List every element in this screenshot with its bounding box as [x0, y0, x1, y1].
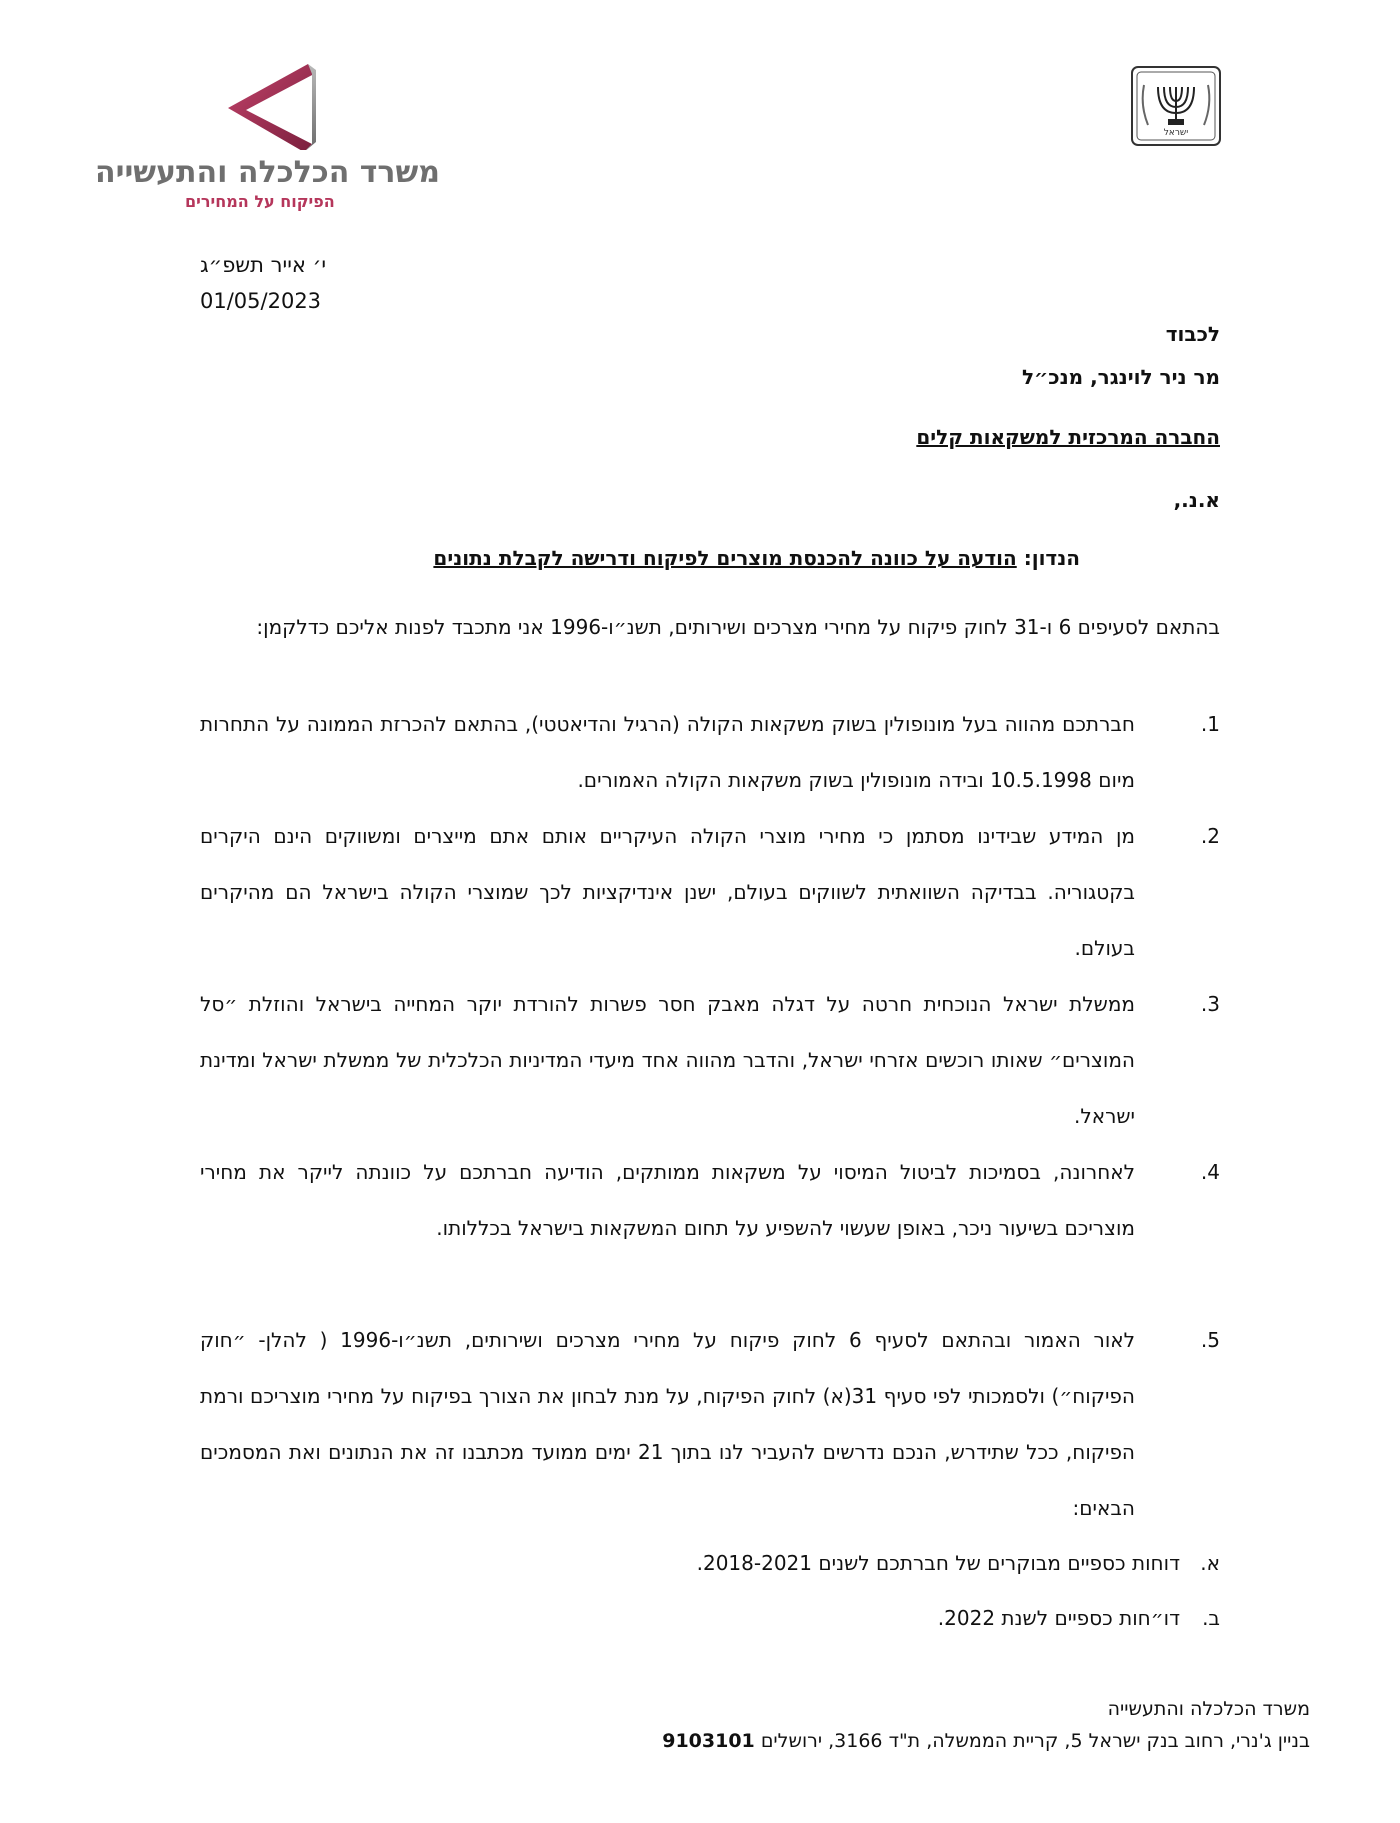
item-text: מן המידע שבידינו מסתמן כי מחירי מוצרי הקולה העיקריים אותם אתם מייצרים ומשווקים הינם היקרים בקטגוריה. בבדיקה השוואתית לשווקים בעולם, ישנן אינדיקציות לכך שמוצרי הקולה בישראל הם מהיקרים בעולם. [200, 824, 1135, 960]
intro-paragraph: בהתאם לסעיפים 6 ו-31 לחוק פיקוח על מחירי מצרכים ושירותים, תשנ״ו-1996 אני מתכבד לפנות אליכם כדלקמן: [256, 615, 1220, 639]
list-item [200, 1312, 1220, 1536]
ministry-name: משרד הכלכלה והתעשייה [95, 155, 440, 190]
item-number: 1. [1200, 712, 1220, 736]
item-number: 3. [1200, 992, 1220, 1016]
ministry-logo [95, 60, 455, 211]
footer-zip: 9103101 [662, 1730, 755, 1752]
sub-item-text: דו״חות כספיים לשנת 2022. [937, 1606, 1180, 1630]
emblem-label: ישראל [1163, 128, 1189, 138]
item-text: לאור האמור ובהתאם לסעיף 6 לחוק פיקוח על מחירי מצרכים ושירותים, תשנ״ו-1996 ( להלן- ״חוק הפיקוח״) ולסמכותי לפי סעיף 31(א) לחוק הפיקוח, על מנת לבחון את הצורך בפיקוח על מחירי מוצריכם ורמת הפיקוח, ככל שתידרש, הנכם נדרשים להעביר לנו בתוך 21 ימים ממועד מכתבנו זה את הנתונים ואת המסמכים הבאים: [200, 1328, 1136, 1520]
date-hebrew: י׳ אייר תשפ״ג [200, 253, 327, 277]
list-item [200, 976, 1220, 1144]
item-text: ממשלת ישראל הנוכחית חרטה על דגלה מאבק חסר פשרות להורדת יוקר המחייה בישראל והוזלת ״סל המוצרים״ שאותו רוכשים אזרחי ישראל, והדבר מהווה אחד מיעדי המדיניות הכלכלית של ממשלת ישראל ומדינת ישראל. [200, 992, 1135, 1128]
ministry-subtitle: הפיקוח על המחירים [185, 192, 335, 211]
sub-list-item [938, 1603, 1220, 1633]
salutation: א.נ., [1173, 488, 1220, 512]
sub-item-letter: ב. [1202, 1606, 1220, 1630]
footer-address-line [590, 1725, 1310, 1757]
sub-item-letter: א. [1200, 1551, 1220, 1575]
item-number: 2. [1200, 824, 1220, 848]
addressee-name: מר ניר לוינגר, מנכ״ל [1021, 365, 1220, 389]
item-text: לאחרונה, בסמיכות לביטול המיסוי על משקאות ממותקים, הודיעה חברתכם על כוונתה לייקר את מחירי מוצריכם בשיעור ניכר, באופן שעשוי להשפיע על תחום המשקאות בישראל בכללותו. [200, 1160, 1135, 1240]
subject-text: הודעה על כוונה להכנסת מוצרים לפיקוח ודרישה לקבלת נתונים [433, 546, 1017, 570]
sub-list-item [697, 1548, 1220, 1578]
footer-ministry: משרד הכלכלה והתעשייה [1107, 1698, 1310, 1720]
date-gregorian: 01/05/2023 [200, 289, 322, 313]
greeting: לכבוד [1165, 322, 1220, 346]
footer-address [590, 1693, 1310, 1757]
state-emblem [1130, 65, 1222, 147]
footer-street: בניין ג'נרי, רחוב בנק ישראל 5, קריית הממשלה, ת"ד 3166, ירושלים [754, 1730, 1310, 1752]
subject-line [433, 546, 1080, 570]
list-item [200, 808, 1220, 976]
addressee-company: החברה המרכזית למשקאות קלים [916, 425, 1220, 449]
sub-item-text: דוחות כספיים מבוקרים של חברתכם לשנים 2018-2021. [696, 1551, 1180, 1575]
subject-label: הנדון: [1023, 546, 1080, 570]
item-number: 5. [1200, 1328, 1220, 1352]
item-number: 4. [1200, 1160, 1220, 1184]
list-item [200, 696, 1220, 808]
list-item [200, 1144, 1220, 1256]
date-block [200, 247, 360, 319]
item-text: חברתכם מהווה בעל מונופולין בשוק משקאות הקולה (הרגיל והדיאטטי), בהתאם להכרזת הממונה על התחרות מיום 10.5.1998 ובידה מונופולין בשוק משקאות הקולה האמורים. [200, 712, 1135, 792]
ministry-logo-triangle-icon [220, 60, 320, 150]
